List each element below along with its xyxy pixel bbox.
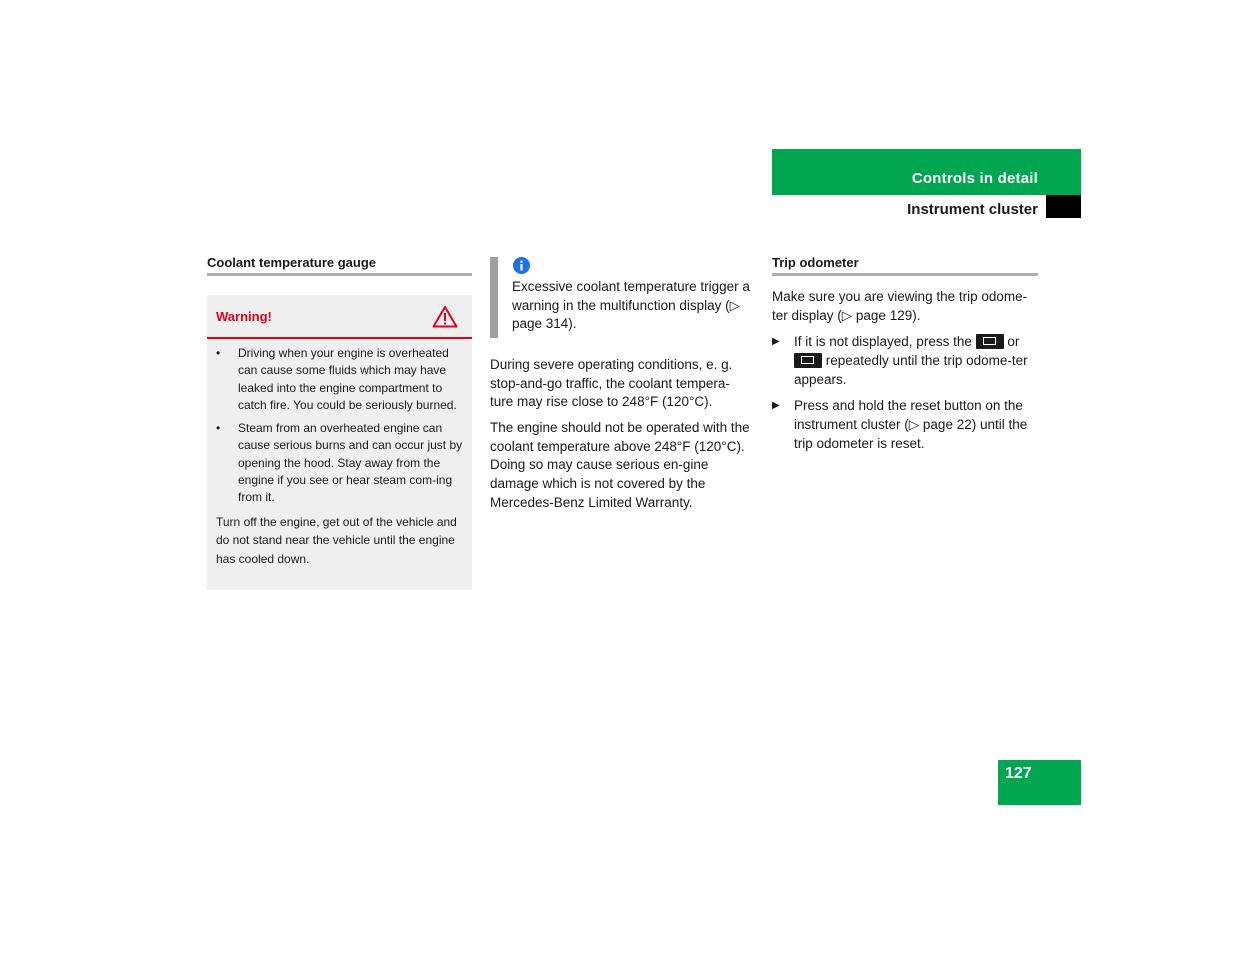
severe-conditions-paragraph: During severe operating conditions, e. g. stop-and-go traffic, the coolant tempera-ture may rise close to 248°F (120°C). — [490, 357, 733, 410]
chapter-header — [772, 149, 1081, 195]
warning-list — [207, 339, 472, 507]
bullet: • — [216, 421, 221, 436]
section-header — [772, 195, 1046, 218]
step-2-text: Press and hold the reset button on the instrument cluster (▷ page 22) until the trip odometer is reset. — [794, 398, 1028, 451]
trip-odometer-intro: Make sure you are viewing the trip odome-ter display (▷ page 129). — [772, 289, 1028, 323]
section-marker — [1046, 195, 1081, 218]
coolant-gauge-heading: Coolant temperature gauge — [207, 255, 472, 276]
step-1-text: If it is not displayed, press the or repeatedly until the trip odome-ter appears. — [794, 334, 1028, 387]
page-number-tab — [998, 760, 1081, 805]
arrow-icon: ▶ — [772, 336, 780, 347]
info-box — [490, 257, 760, 338]
warning-footer: Turn off the engine, get out of the vehicle and do not stand near the vehicle until the engine has cooled down. — [216, 514, 457, 566]
chapter-title: Controls in detail — [911, 170, 1038, 187]
warning-triangle-icon — [432, 305, 458, 328]
warning-box — [207, 295, 472, 590]
warning-label: Warning! — [216, 309, 272, 324]
display-reset-button-icon — [976, 334, 1004, 349]
section-title: Instrument cluster — [907, 201, 1038, 218]
page-number: 127 — [1005, 765, 1032, 782]
warning-header — [207, 295, 472, 339]
bullet: • — [216, 346, 221, 360]
list-item: • Steam from an overheated engine can cause serious burns and can occur just by opening the hood. Stay away from the engine if you see or hear steam com-ing from it. — [216, 421, 463, 505]
list-item: • Driving when your engine is overheated can cause some fluids which may have leaked into the engine compartment to catch fire. You could be seriously burned. — [216, 346, 457, 412]
step-2 — [772, 397, 1040, 457]
display-select-button-icon — [794, 353, 822, 368]
arrow-icon: ▶ — [772, 400, 780, 411]
info-text: Excessive coolant temperature trigger a warning in the multifunction display (▷ page 314). — [512, 279, 750, 332]
trip-odometer-heading: Trip odometer — [772, 255, 1038, 276]
engine-damage-paragraph: The engine should not be operated with the coolant temperature above 248°F (120°C). Doing so may cause serious en-gine damage which is not covered by the Mercedes-Benz Limited Warranty. — [490, 420, 750, 510]
step-1 — [772, 333, 1040, 393]
info-icon — [513, 257, 530, 274]
